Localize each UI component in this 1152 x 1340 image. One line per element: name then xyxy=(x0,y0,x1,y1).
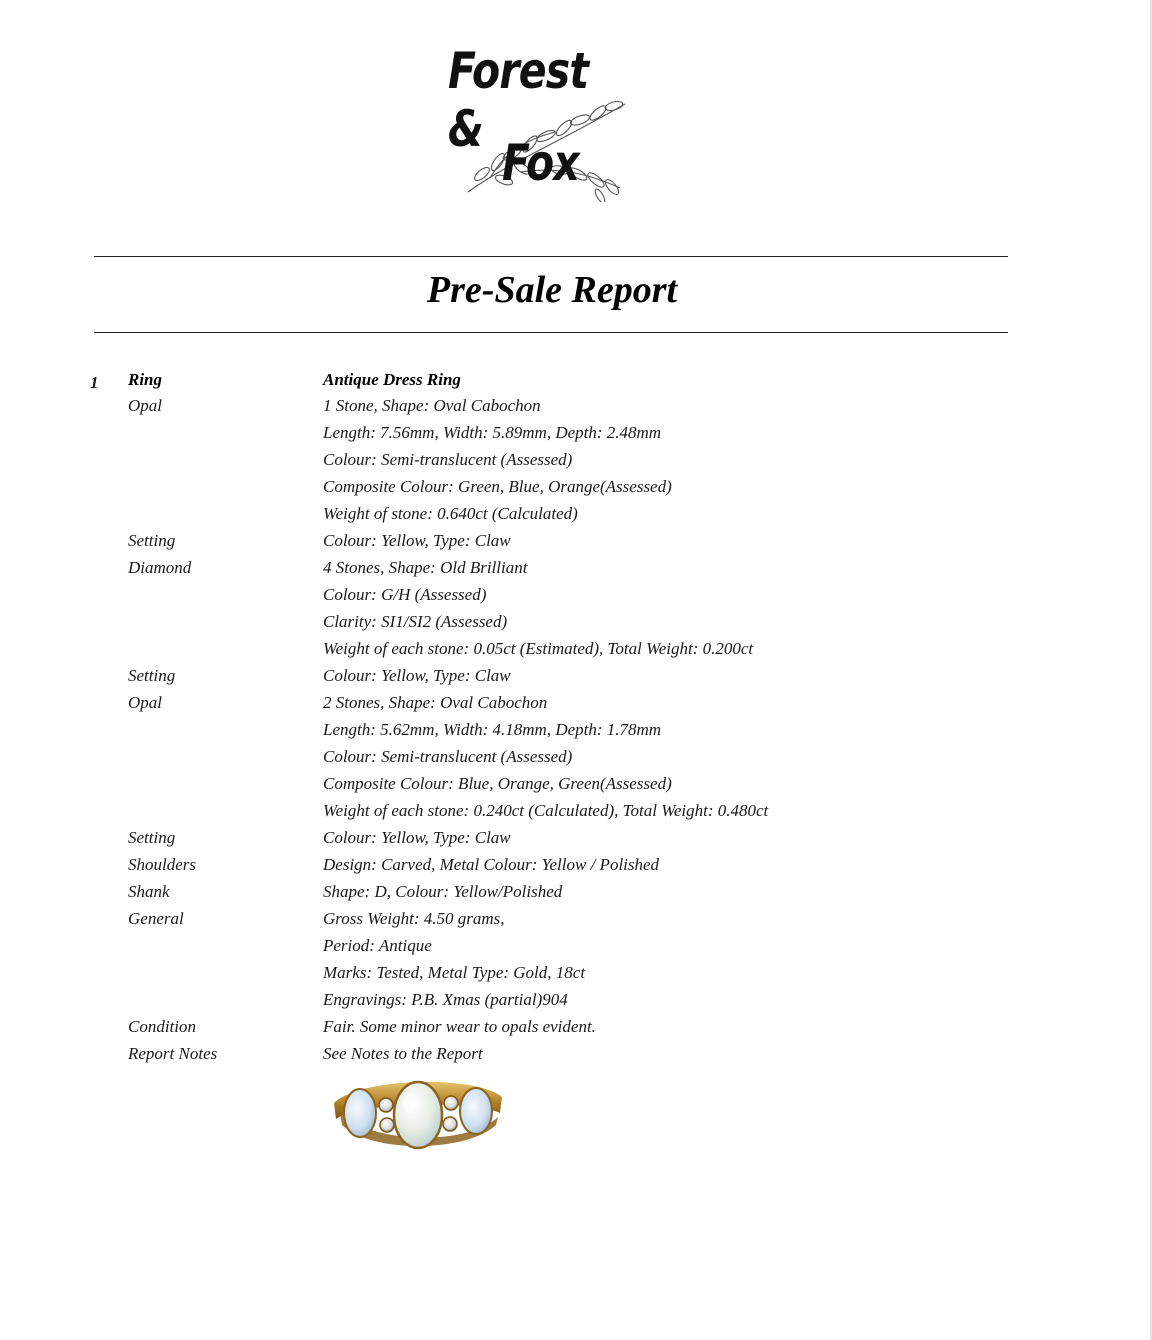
row-value: Marks: Tested, Metal Type: Gold, 18ct xyxy=(323,963,586,982)
row-value: Colour: G/H (Assessed) xyxy=(323,585,487,604)
report-row xyxy=(128,882,888,909)
report-row xyxy=(128,396,888,423)
row-value: Engravings: P.B. Xmas (partial)904 xyxy=(323,990,568,1009)
row-label: Shoulders xyxy=(128,855,196,874)
row-value: Colour: Yellow, Type: Claw xyxy=(323,666,511,685)
row-value: Colour: Semi-translucent (Assessed) xyxy=(323,450,573,469)
row-label: Opal xyxy=(128,396,162,415)
row-label: Diamond xyxy=(128,558,192,577)
row-value: Fair. Some minor wear to opals evident. xyxy=(323,1017,596,1036)
logo-text-line2: Fox xyxy=(502,134,579,192)
report-row xyxy=(128,423,888,450)
report-row xyxy=(128,693,888,720)
opal-ring-image xyxy=(330,1073,506,1153)
row-value: 1 Stone, Shape: Oval Cabochon xyxy=(323,396,541,415)
row-label: Ring xyxy=(128,370,163,389)
report-row xyxy=(128,612,888,639)
row-value: Colour: Yellow, Type: Claw xyxy=(323,828,511,847)
row-value: Composite Colour: Blue, Orange, Green(Assessed) xyxy=(323,774,672,793)
report-row xyxy=(128,450,888,477)
report-row xyxy=(128,666,888,693)
report-row xyxy=(128,936,888,963)
report-row xyxy=(128,990,888,1017)
row-label: Setting xyxy=(128,666,176,685)
report-row xyxy=(128,558,888,585)
row-label: General xyxy=(128,909,184,928)
row-value: Composite Colour: Green, Blue, Orange(Assessed) xyxy=(323,477,672,496)
row-value: Design: Carved, Metal Colour: Yellow / Polished xyxy=(323,855,660,874)
report-row xyxy=(128,855,888,882)
report-row xyxy=(128,531,888,558)
report-row xyxy=(128,1017,888,1044)
report-row xyxy=(128,1044,888,1071)
row-value: 4 Stones, Shape: Old Brilliant xyxy=(323,558,528,577)
report-row xyxy=(128,504,888,531)
row-value: Colour: Yellow, Type: Claw xyxy=(323,531,511,550)
row-value: Length: 5.62mm, Width: 4.18mm, Depth: 1.78mm xyxy=(323,720,662,739)
row-label: Setting xyxy=(128,828,176,847)
report-row xyxy=(128,370,888,396)
row-value: Clarity: SI1/SI2 (Assessed) xyxy=(323,612,508,631)
report-row xyxy=(128,828,888,855)
row-value: Weight of each stone: 0.05ct (Estimated), Total Weight: 0.200ct xyxy=(323,639,754,658)
title-rule-top xyxy=(94,256,1008,257)
row-label: Setting xyxy=(128,531,176,550)
row-value: Weight of stone: 0.640ct (Calculated) xyxy=(323,504,578,523)
row-value: Antique Dress Ring xyxy=(323,370,461,389)
row-value: See Notes to the Report xyxy=(323,1044,483,1063)
report-row xyxy=(128,477,888,504)
report-row xyxy=(128,774,888,801)
report-row xyxy=(128,585,888,612)
row-label: Condition xyxy=(128,1017,197,1036)
row-value: Gross Weight: 4.50 grams, xyxy=(323,909,505,928)
row-value: Colour: Semi-translucent (Assessed) xyxy=(323,747,573,766)
brand-logo xyxy=(430,32,660,207)
row-value: Shape: D, Colour: Yellow/Polished xyxy=(323,882,563,901)
row-value: 2 Stones, Shape: Oval Cabochon xyxy=(323,693,548,712)
row-label: Report Notes xyxy=(128,1044,218,1063)
row-value: Length: 7.56mm, Width: 5.89mm, Depth: 2.48mm xyxy=(323,423,662,442)
report-row xyxy=(128,747,888,774)
report-row xyxy=(128,639,888,666)
title-rule-bottom xyxy=(94,332,1008,333)
row-label: Shank xyxy=(128,882,170,901)
row-value: Period: Antique xyxy=(323,936,432,955)
logo-text-line1: Forest & xyxy=(448,42,589,158)
report-row xyxy=(128,909,888,936)
page-title: Pre-Sale Report xyxy=(426,269,678,311)
row-label: Opal xyxy=(128,693,162,712)
report-row xyxy=(128,720,888,747)
report-row xyxy=(128,963,888,990)
lot-number: 1 xyxy=(90,373,99,392)
report-details-table xyxy=(128,370,888,1071)
row-value: Weight of each stone: 0.240ct (Calculated), Total Weight: 0.480ct xyxy=(323,801,769,820)
report-row xyxy=(128,801,888,828)
